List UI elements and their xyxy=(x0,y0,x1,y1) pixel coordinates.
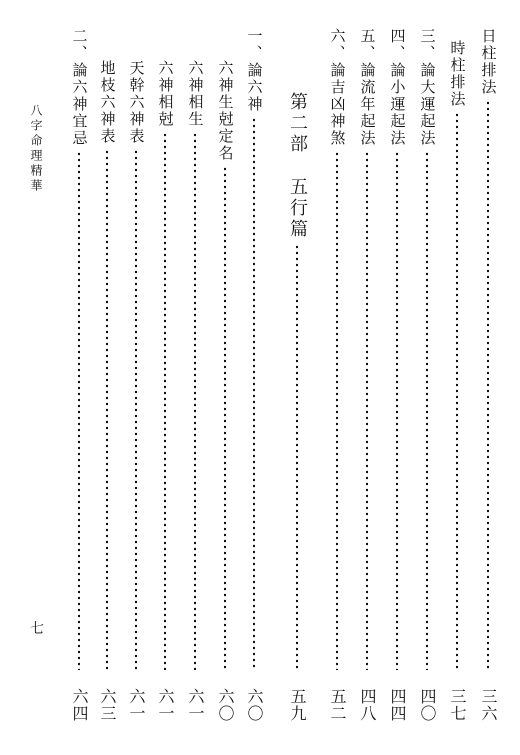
part-title: 五行篇 xyxy=(287,177,308,240)
part-label: 第二部 xyxy=(287,92,308,155)
leader-dots xyxy=(106,149,108,670)
toc-entry xyxy=(325,28,349,728)
toc-entry-title: 二、論六神宜忌 xyxy=(70,28,89,147)
toc-entry-page: 三七 xyxy=(448,688,467,722)
toc-entry-title: 一、論六神 xyxy=(245,28,264,113)
leader-dots xyxy=(224,166,226,670)
toc-entry-title: 五、論流年起法 xyxy=(358,28,377,147)
toc-entry-page: 六一 xyxy=(156,688,175,722)
toc-entry-page: 六〇 xyxy=(216,688,235,722)
toc-entry xyxy=(95,60,119,728)
toc-entry-page: 六一 xyxy=(127,688,146,722)
toc-entry-title: 日柱排法 xyxy=(479,28,498,96)
toc-entry-title: 六神相尅 xyxy=(156,60,175,128)
leader-dots xyxy=(194,132,196,670)
leader-dots xyxy=(164,132,166,670)
toc-entry-title: 地枝六神表 xyxy=(98,60,117,145)
leader-dots xyxy=(78,151,80,670)
toc-entry-title: 六神生尅定名 xyxy=(216,60,235,162)
toc-entry xyxy=(385,28,409,728)
leader-dots xyxy=(135,149,137,670)
toc-entry xyxy=(67,28,91,728)
toc-entry xyxy=(242,28,266,728)
toc-entry-title: 六、論吉凶神煞 xyxy=(328,28,347,147)
toc-entry-title: 三、論大運起法 xyxy=(418,28,437,147)
toc-entry-page: 五二 xyxy=(328,688,347,722)
toc-entry-title: 四、論小運起法 xyxy=(388,28,407,147)
leader-dots xyxy=(456,112,458,670)
leader-dots xyxy=(296,244,298,670)
toc-entry xyxy=(124,60,148,728)
leader-dots xyxy=(426,151,428,670)
running-head: 八字命理精華 xyxy=(29,104,43,194)
toc-entry xyxy=(476,28,500,728)
toc-entry xyxy=(355,28,379,728)
toc-entry-page: 三六 xyxy=(479,688,498,722)
toc-entry-page: 六〇 xyxy=(245,688,264,722)
toc-entry-title: 六神相生 xyxy=(186,60,205,128)
toc-entry-page: 六一 xyxy=(186,688,205,722)
toc-entry xyxy=(183,60,207,728)
toc-entry xyxy=(445,40,469,728)
toc-entry-title: 天幹六神表 xyxy=(127,60,146,145)
page-number: 七 xyxy=(30,621,44,637)
toc-entry-page: 四〇 xyxy=(418,688,437,722)
toc-entry xyxy=(415,28,439,728)
toc-entry-title: 時柱排法 xyxy=(448,40,467,108)
leader-dots xyxy=(336,151,338,670)
leader-dots xyxy=(396,151,398,670)
toc-entry-page: 四八 xyxy=(358,688,377,722)
toc-entry-page: 六四 xyxy=(70,688,89,722)
leader-dots xyxy=(366,151,368,670)
leader-dots xyxy=(253,117,255,670)
toc-entry-page: 四四 xyxy=(388,688,407,722)
toc-part-heading xyxy=(283,92,311,728)
toc-entry xyxy=(153,60,177,728)
leader-dots xyxy=(487,100,489,670)
toc-entry xyxy=(213,60,237,728)
toc-entry-page: 五九 xyxy=(288,688,307,722)
toc-entry-page: 六三 xyxy=(98,688,117,722)
